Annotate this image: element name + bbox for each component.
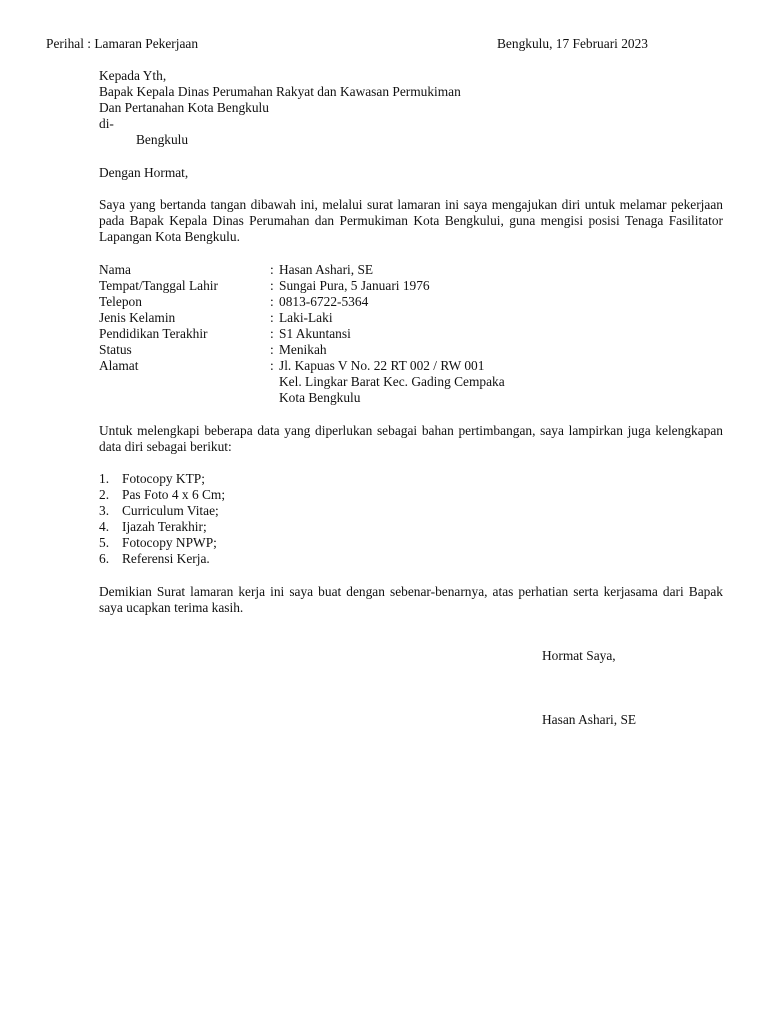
detail-colon: : [270,358,274,373]
list-text: Ijazah Terakhir; [122,519,207,534]
detail-value: Jl. Kapuas V No. 22 RT 002 / RW 001 [279,358,485,373]
detail-colon: : [270,326,274,341]
list-text: Fotocopy NPWP; [122,535,217,550]
detail-label: Jenis Kelamin [99,310,176,325]
detail-colon: : [270,278,274,293]
detail-colon: : [270,294,274,309]
detail-colon: : [270,342,274,357]
signoff: Hormat Saya, [542,648,616,663]
detail-value: Sungai Pura, 5 Januari 1976 [279,278,430,293]
detail-colon: : [270,262,274,277]
detail-label: Nama [99,262,131,277]
recipient-office: Dan Pertanahan Kota Bengkulu [99,100,269,115]
list-number: 1. [99,471,110,486]
list-number: 3. [99,503,110,518]
detail-value: Menikah [279,342,327,357]
detail-colon: : [270,310,274,325]
detail-label: Telepon [99,294,142,309]
detail-label: Pendidikan Terakhir [99,326,208,341]
closing-paragraph: Demikian Surat lamaran kerja ini saya buat dengan sebenar-benarnya, atas perhatian serta kerjasama dari Bapak saya ucapkan terima kasih. [99,584,723,615]
list-number: 6. [99,551,110,566]
list-text: Pas Foto 4 x 6 Cm; [122,487,226,502]
detail-value: S1 Akuntansi [279,326,351,341]
subject-line: Perihal : Lamaran Pekerjaan [46,36,199,51]
place-date: Bengkulu, 17 Februari 2023 [497,36,648,51]
attachments-paragraph: Untuk melengkapi beberapa data yang diperlukan sebagai bahan pertimbangan, saya lampirkan juga kelengkapan data diri sebagai berikut: [99,423,723,454]
detail-value: 0813-6722-5364 [279,294,369,309]
intro-paragraph: Saya yang bertanda tangan dibawah ini, melalui surat lamaran ini saya mengajukan diri untuk melamar pekerjaan pada Bapak Kepala Dinas Perumahan dan Permukiman Kota Bengkului, guna mengisi posisi Tenaga Fasilitator Lapangan Kota Bengkulu. [99,197,723,244]
address-line-2: Kel. Lingkar Barat Kec. Gading Cempaka [279,374,505,389]
list-number: 2. [99,487,110,502]
list-text: Curriculum Vitae; [122,503,219,518]
recipient-salutation: Kepada Yth, [99,68,167,83]
list-number: 5. [99,535,110,550]
detail-value: Hasan Ashari, SE [279,262,374,277]
recipient-city: Bengkulu [136,132,189,147]
detail-label: Tempat/Tanggal Lahir [99,278,218,293]
list-text: Referensi Kerja. [122,551,210,566]
address-line-3: Kota Bengkulu [279,390,361,405]
signer-name: Hasan Ashari, SE [542,712,637,727]
list-number: 4. [99,519,110,534]
detail-value: Laki-Laki [279,310,333,325]
recipient-title: Bapak Kepala Dinas Perumahan Rakyat dan Kawasan Permukiman [99,84,461,99]
recipient-di: di- [99,116,114,131]
greeting: Dengan Hormat, [99,165,189,180]
list-text: Fotocopy KTP; [122,471,205,486]
detail-label: Alamat [99,358,139,373]
detail-label: Status [99,342,132,357]
